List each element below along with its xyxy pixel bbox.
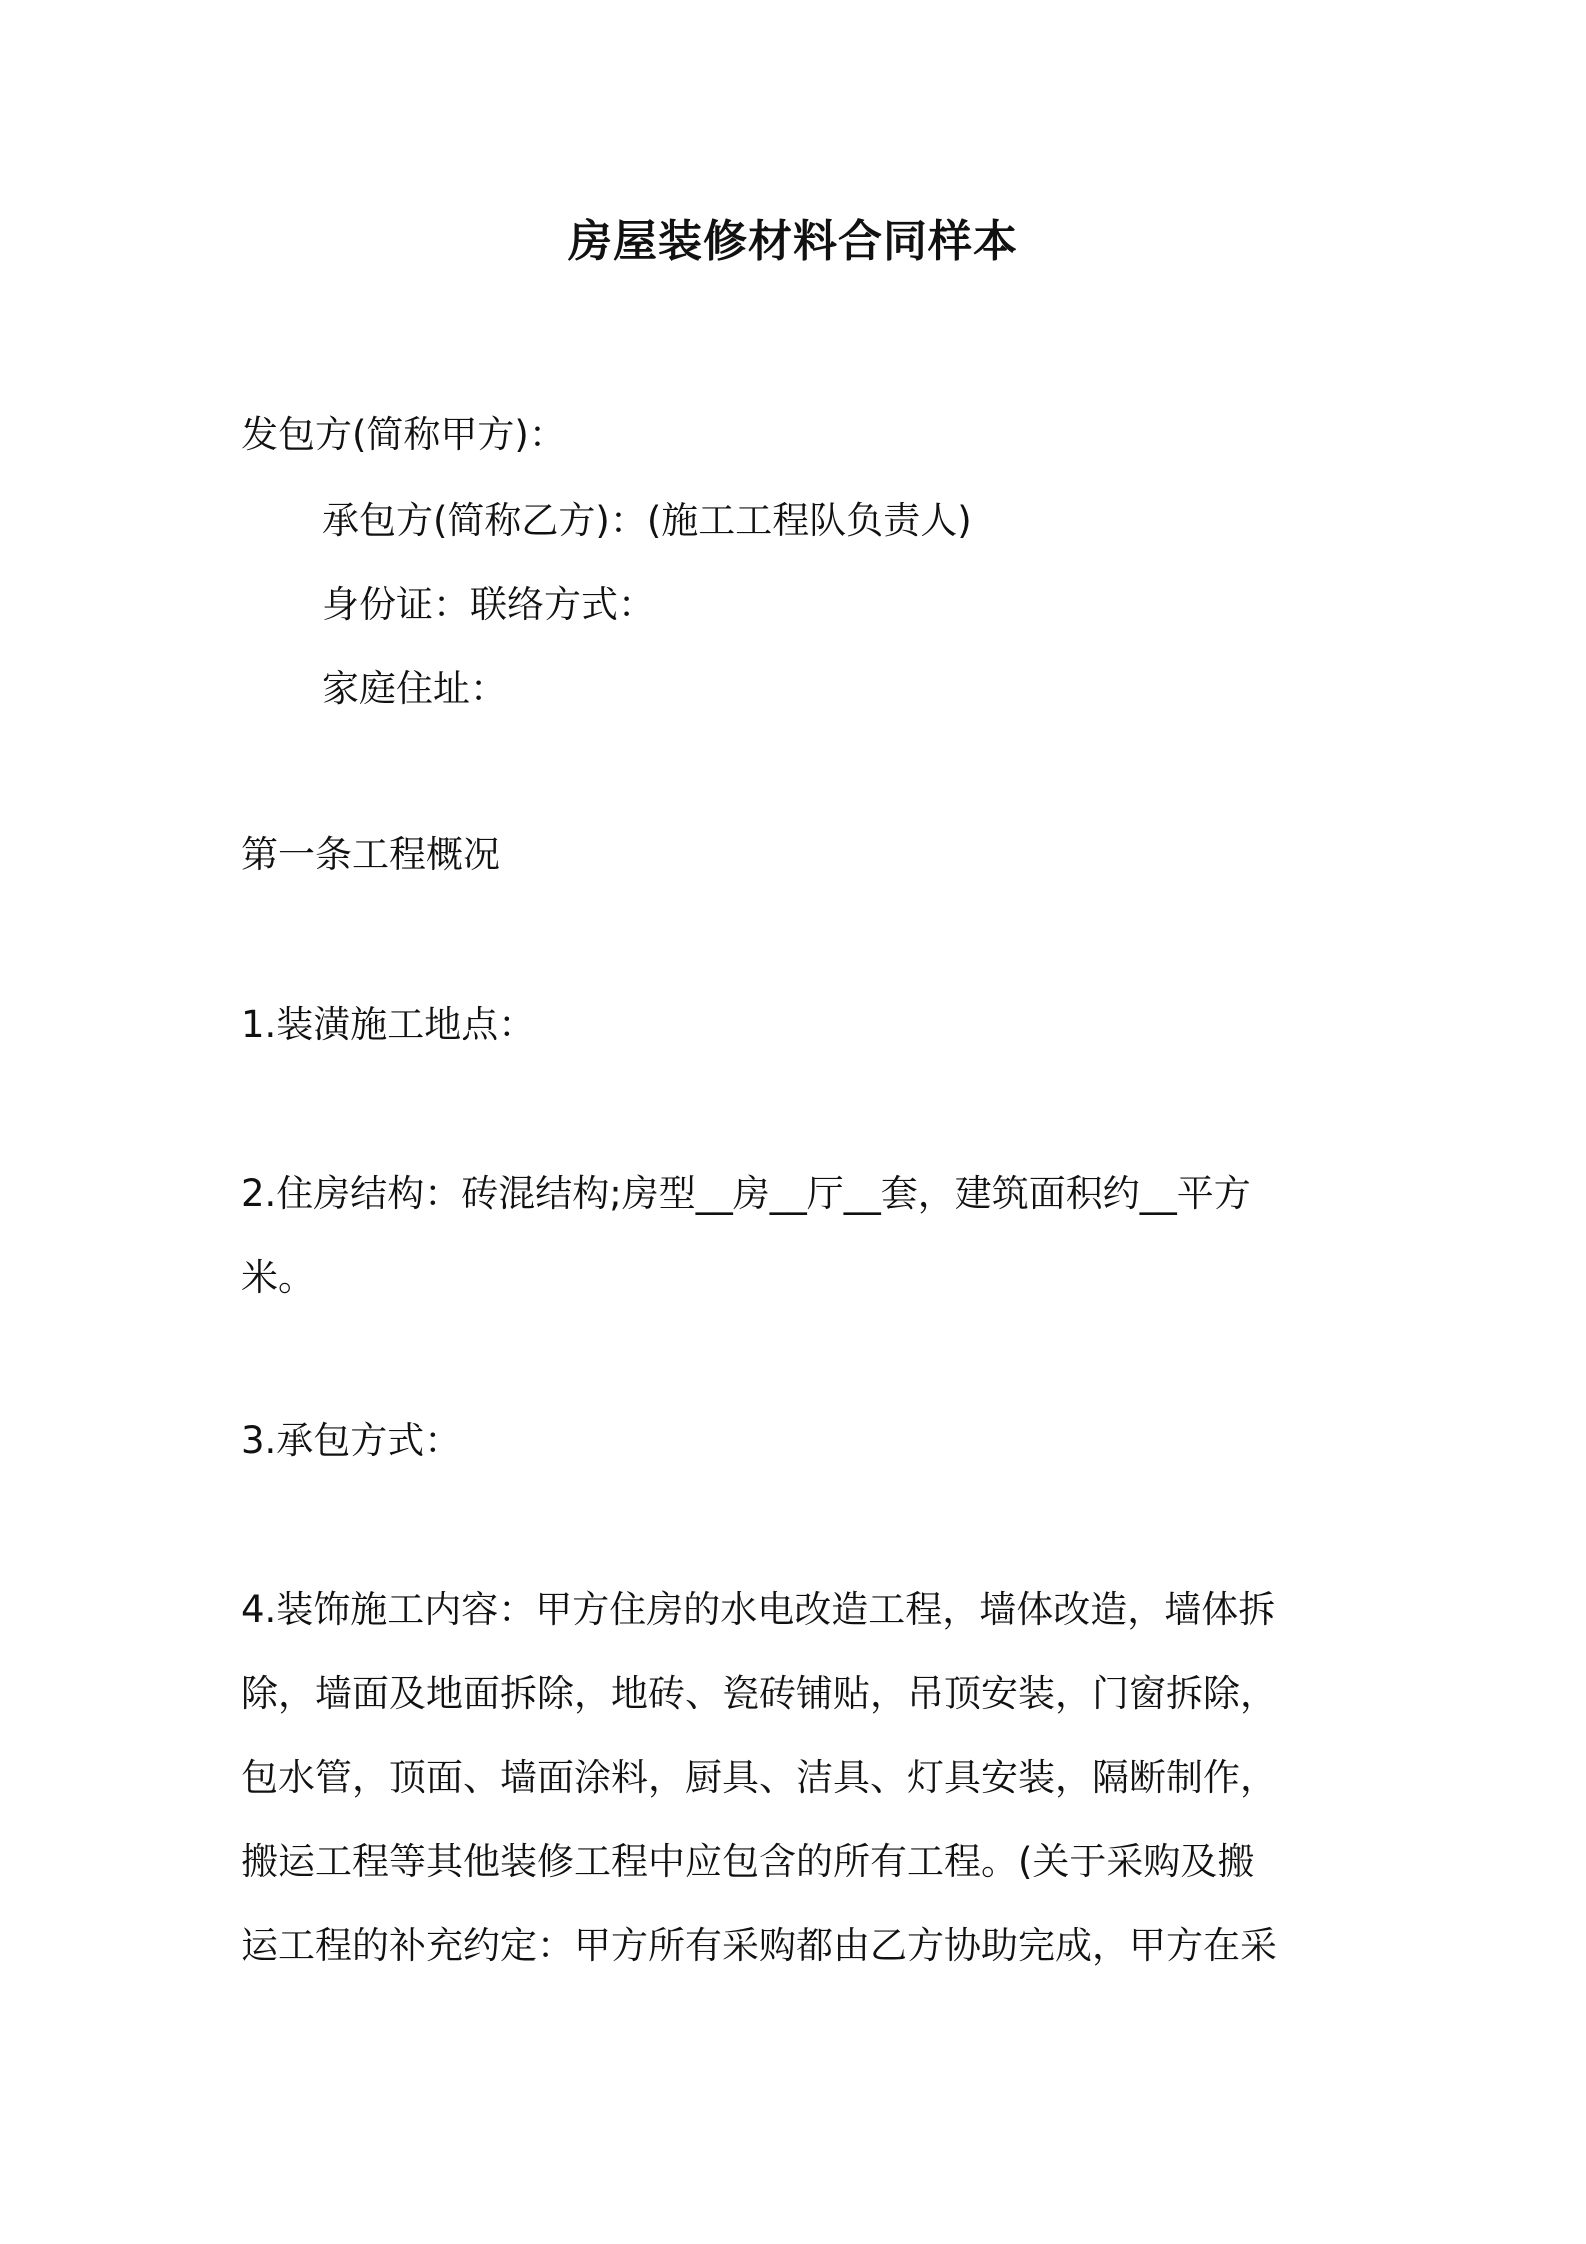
paragraph-line: 搬运工程等其他装修工程中应包含的所有工程。(关于采购及搬	[241, 1840, 1255, 1883]
id-contact-label: 身份证：联络方式：	[322, 583, 655, 626]
contractor-label: 承包方(简称乙方)：(施工工程队负责人)	[322, 499, 972, 542]
paragraph-line: 2.住房结构：砖混结构;房型__房__厅__套，建筑面积约__平方	[241, 1172, 1251, 1215]
paragraph-line: 除，墙面及地面拆除，地砖、瓷砖铺贴，吊顶安装，门窗拆除，	[241, 1672, 1277, 1715]
paragraph-line: 包水管，顶面、墙面涂料，厨具、洁具、灯具安装，隔断制作，	[241, 1756, 1277, 1799]
article1-item1: 1.装潢施工地点：	[241, 1003, 536, 1046]
document-title: 房屋装修材料合同样本	[568, 216, 1018, 267]
paragraph-line: 4.装饰施工内容：甲方住房的水电改造工程，墙体改造，墙体拆	[241, 1588, 1276, 1631]
article1-item2	[241, 1152, 1361, 1320]
paragraph-line: 运工程的补充约定：甲方所有采购都由乙方协助完成，甲方在采	[241, 1924, 1277, 1967]
employer-label: 发包方(简称甲方)：	[241, 413, 566, 456]
article1-item4	[241, 1568, 1361, 1988]
article1-heading: 第一条工程概况	[241, 833, 500, 876]
address-label: 家庭住址：	[322, 667, 507, 710]
paragraph-line: 米。	[241, 1256, 315, 1299]
article1-item3: 3.承包方式：	[241, 1419, 462, 1462]
